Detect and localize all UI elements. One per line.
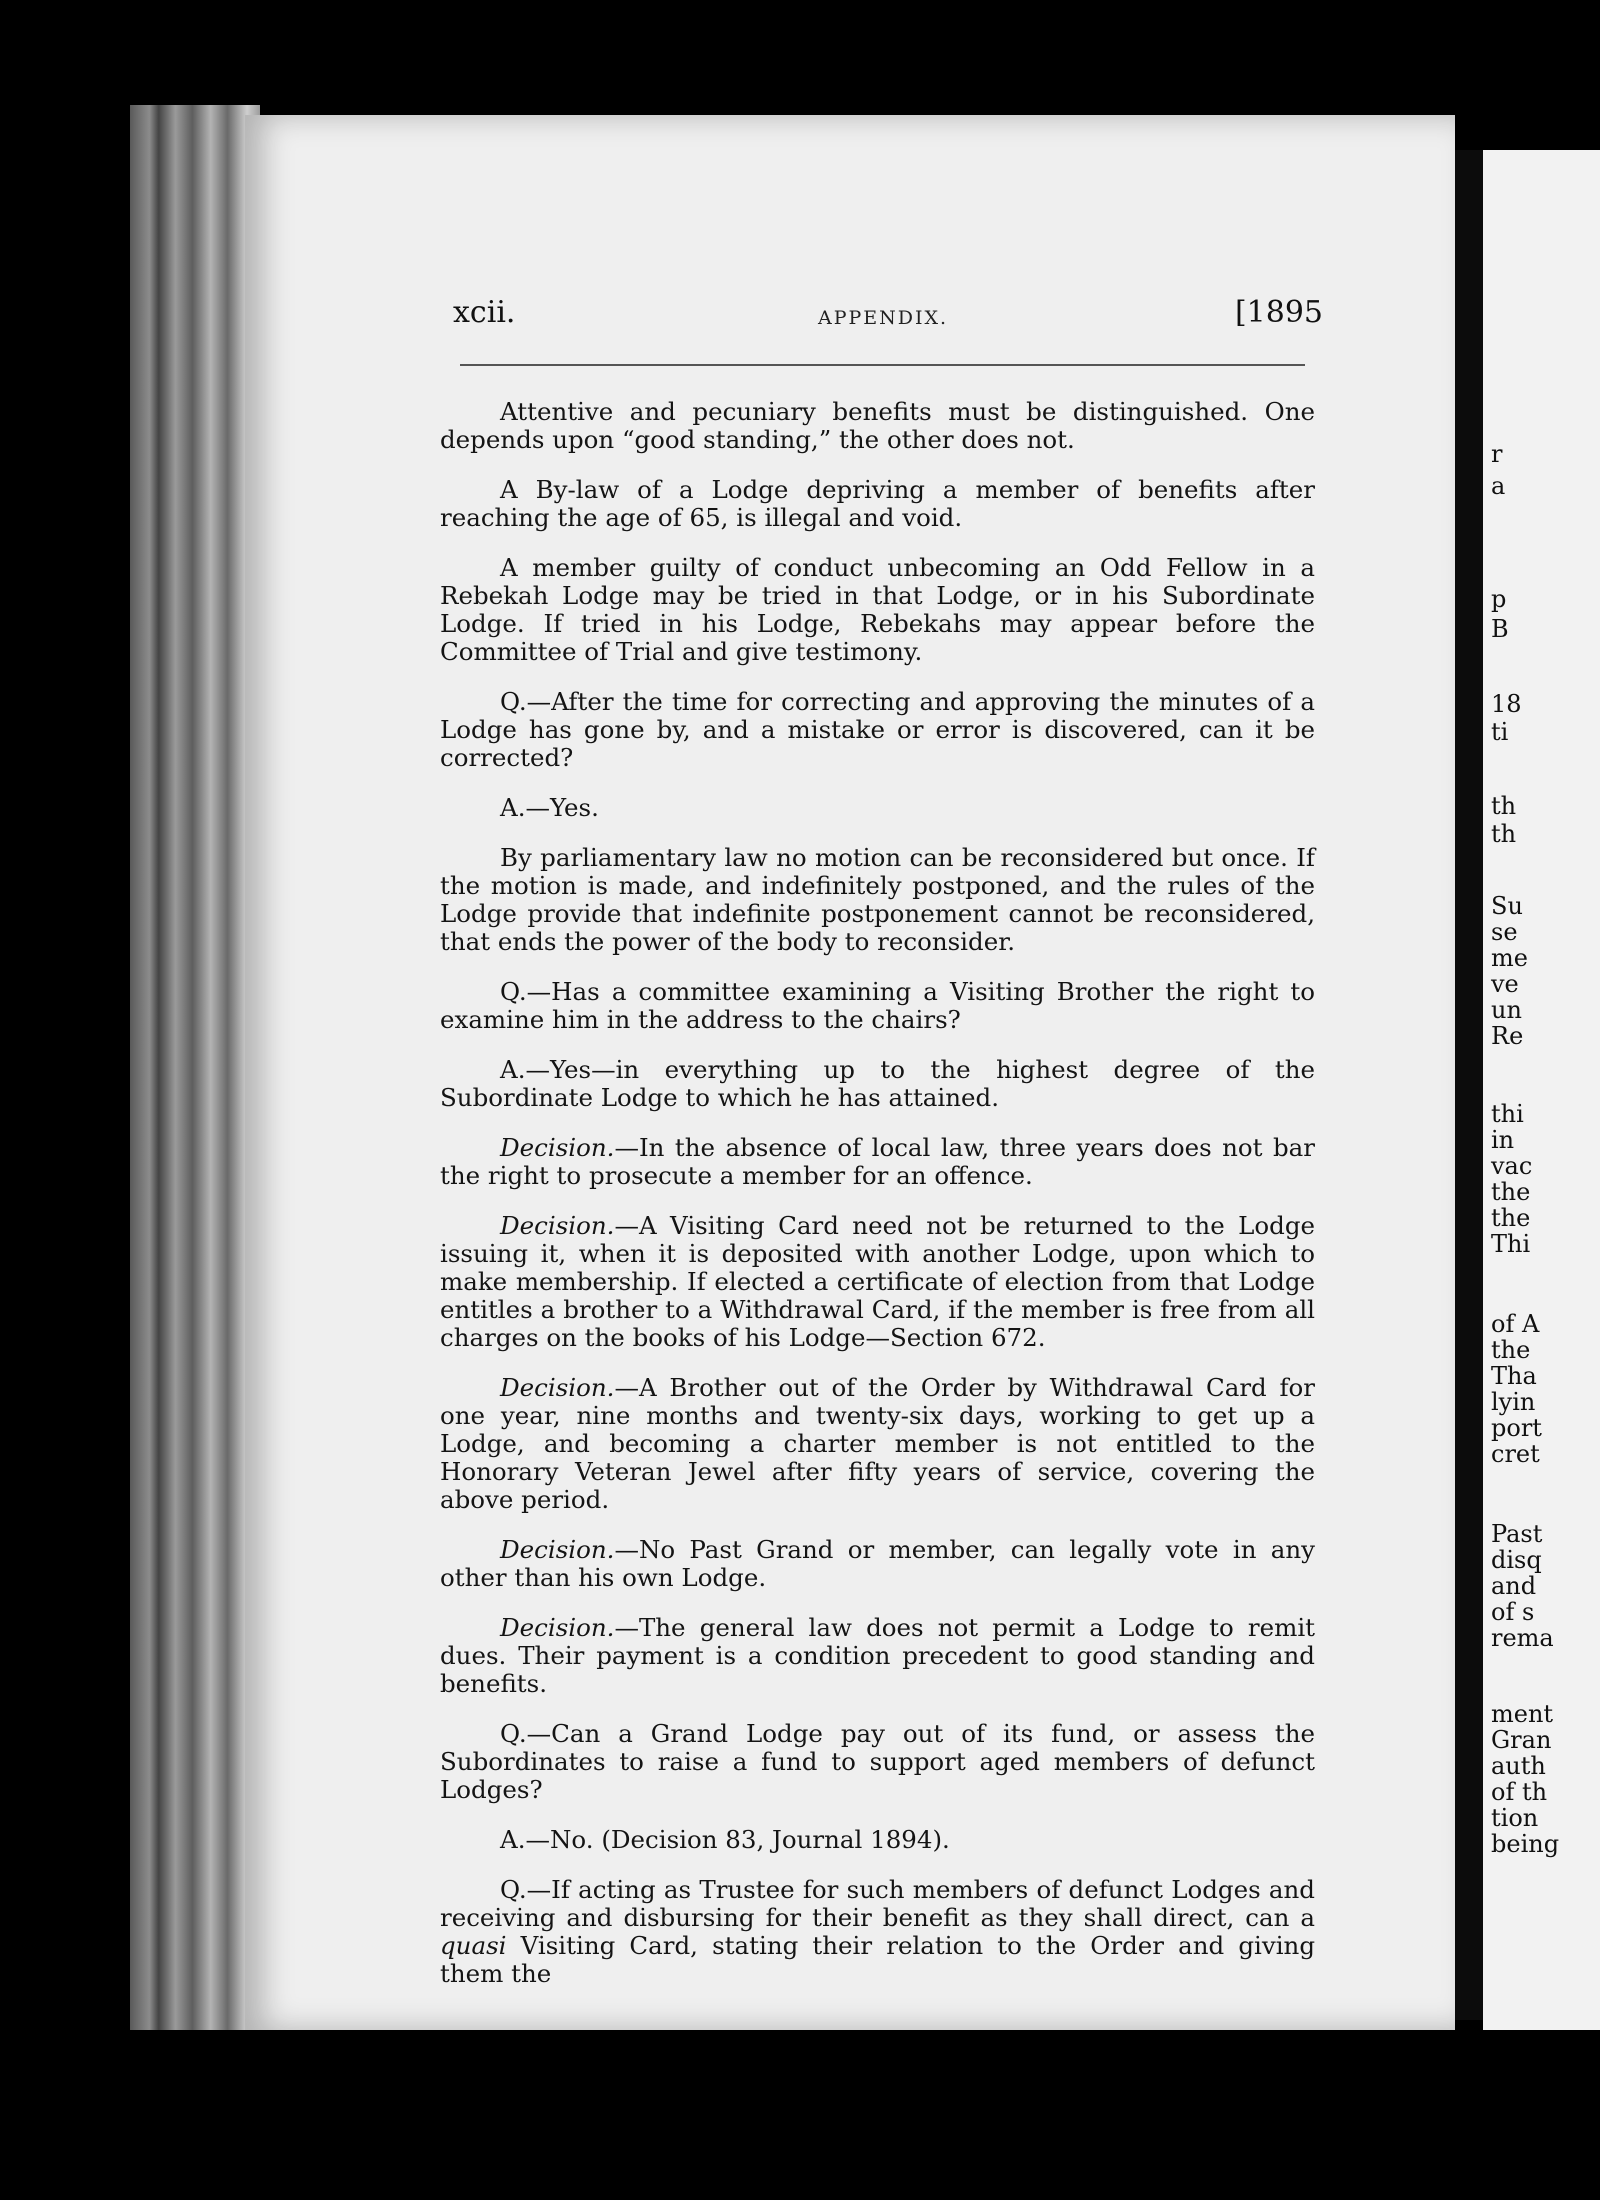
adjacent-page-fragment: of s bbox=[1491, 1598, 1535, 1626]
paragraph: A.—Yes—in everything up to the highest degree of the Subordinate Lodge to which he has attained. bbox=[440, 1055, 1315, 1112]
adjacent-page-fragment: rema bbox=[1491, 1624, 1554, 1652]
paragraph: Attentive and pecuniary benefits must be distinguished. One depends upon “good standing,” the other does not. bbox=[440, 397, 1315, 454]
adjacent-page-fragment: th bbox=[1491, 820, 1517, 848]
adjacent-page-fragment: Past bbox=[1491, 1520, 1543, 1548]
adjacent-page-fragment: in bbox=[1491, 1126, 1515, 1154]
adjacent-page-fragment: vac bbox=[1491, 1152, 1533, 1180]
adjacent-page-fragment: Re bbox=[1491, 1022, 1524, 1050]
running-head bbox=[453, 290, 1323, 340]
adjacent-page-fragment: th bbox=[1491, 792, 1517, 820]
running-title: APPENDIX. bbox=[818, 307, 949, 329]
page-number: xcii. bbox=[453, 295, 516, 330]
paragraph: Decision.—A Visiting Card need not be returned to the Lodge issuing it, when it is deposited with another Lodge, upon which to make membership. If elected a certificate of election from that Lodge entitles a brother to a Withdrawal Card, if the member is free from all charges on the books of his Lodge—Section 672. bbox=[440, 1211, 1315, 1352]
paragraph: Q.—Has a committee examining a Visiting Brother the right to examine him in the address to the chairs? bbox=[440, 977, 1315, 1034]
adjacent-page-fragment: 18 bbox=[1491, 690, 1522, 718]
paragraph: Decision.—The general law does not permit a Lodge to remit dues. Their payment is a condition precedent to good standing and benefits. bbox=[440, 1613, 1315, 1698]
paragraph: Decision.—No Past Grand or member, can legally vote in any other than his own Lodge. bbox=[440, 1535, 1315, 1592]
adjacent-page-fragment: auth bbox=[1491, 1752, 1546, 1780]
adjacent-page-fragment: thi bbox=[1491, 1100, 1524, 1128]
adjacent-page-fragment: me bbox=[1491, 944, 1528, 972]
adjacent-page-fragment: the bbox=[1491, 1204, 1531, 1232]
adjacent-page-fragment: un bbox=[1491, 996, 1522, 1024]
adjacent-page-fragment: a bbox=[1491, 472, 1506, 500]
paragraph: A By-law of a Lodge depriving a member of benefits after reaching the age of 65, is illegal and void. bbox=[440, 475, 1315, 532]
header-rule bbox=[460, 364, 1305, 366]
adjacent-page-fragment: tion bbox=[1491, 1804, 1539, 1832]
adjacent-page-fragment: of th bbox=[1491, 1778, 1548, 1806]
adjacent-page-fragment: cret bbox=[1491, 1440, 1540, 1468]
adjacent-page-fragment: ti bbox=[1491, 718, 1509, 746]
adjacent-page-fragment: being bbox=[1491, 1830, 1560, 1858]
paragraph: Q.—If acting as Trustee for such members of defunct Lodges and receiving and disbursing for their benefit as they shall direct, can a quasi Visiting Card, stating their relation to the Order and giving them the bbox=[440, 1875, 1315, 1988]
adjacent-page-fragment: Thi bbox=[1491, 1230, 1531, 1258]
paragraph: Decision.—A Brother out of the Order by Withdrawal Card for one year, nine months and twenty-six days, working to get up a Lodge, and becoming a charter member is not entitled to the Honorary Veteran Jewel after fifty years of service, covering the above period. bbox=[440, 1373, 1315, 1514]
adjacent-page-fragment: of A bbox=[1491, 1310, 1540, 1338]
body-text bbox=[440, 398, 1315, 2010]
adjacent-page-fragment: the bbox=[1491, 1178, 1531, 1206]
decision-label: Decision. bbox=[500, 1613, 615, 1642]
decision-label: Decision. bbox=[500, 1211, 615, 1240]
adjacent-page-fragment: lyin bbox=[1491, 1388, 1536, 1416]
decision-label: Decision. bbox=[500, 1373, 615, 1402]
adjacent-page-fragment: p bbox=[1491, 585, 1507, 613]
adjacent-page-fragment: B bbox=[1491, 615, 1509, 643]
paragraph: A.—No. (Decision 83, Journal 1894). bbox=[500, 1825, 950, 1854]
adjacent-page-fragment: Tha bbox=[1491, 1362, 1537, 1390]
book-gutter bbox=[1455, 150, 1485, 2020]
page-edges bbox=[130, 105, 260, 2030]
paragraph: A.—Yes. bbox=[500, 793, 599, 822]
paragraph: Q.—Can a Grand Lodge pay out of its fund, or assess the Subordinates to raise a fund to support aged members of defunct Lodges? bbox=[440, 1719, 1315, 1804]
adjacent-page-fragment: Su bbox=[1491, 892, 1523, 920]
adjacent-page-fragment: and bbox=[1491, 1572, 1537, 1600]
adjacent-page-fragment: the bbox=[1491, 1336, 1531, 1364]
adjacent-page-fragment: r bbox=[1491, 440, 1503, 468]
adjacent-page bbox=[1483, 150, 1600, 2030]
paragraph: Q.—After the time for correcting and approving the minutes of a Lodge has gone by, and a mistake or error is discovered, can it be corrected? bbox=[440, 687, 1315, 772]
paragraph: By parliamentary law no motion can be reconsidered but once. If the motion is made, and indefinitely postponed, and the rules of the Lodge provide that indefinite postponement cannot be reconsidered, that ends the power of the body to reconsider. bbox=[440, 843, 1315, 956]
adjacent-page-fragment: port bbox=[1491, 1414, 1542, 1442]
paragraph: A member guilty of conduct unbecoming an Odd Fellow in a Rebekah Lodge may be tried in that Lodge, or in his Subordinate Lodge. If tried in his Lodge, Rebekahs may appear before the Committee of Trial and give testimony. bbox=[440, 553, 1315, 666]
decision-label: Decision. bbox=[500, 1535, 615, 1564]
adjacent-page-fragment: se bbox=[1491, 918, 1518, 946]
year-marker: [1895 bbox=[1234, 295, 1323, 330]
adjacent-page-fragment: ment bbox=[1491, 1700, 1554, 1728]
paragraph: Decision.—In the absence of local law, three years does not bar the right to prosecute a member for an offence. bbox=[440, 1133, 1315, 1190]
adjacent-page-fragment: Gran bbox=[1491, 1726, 1552, 1754]
decision-label: Decision. bbox=[500, 1133, 615, 1162]
adjacent-page-fragment: disq bbox=[1491, 1546, 1542, 1574]
adjacent-page-fragment: ve bbox=[1491, 970, 1519, 998]
